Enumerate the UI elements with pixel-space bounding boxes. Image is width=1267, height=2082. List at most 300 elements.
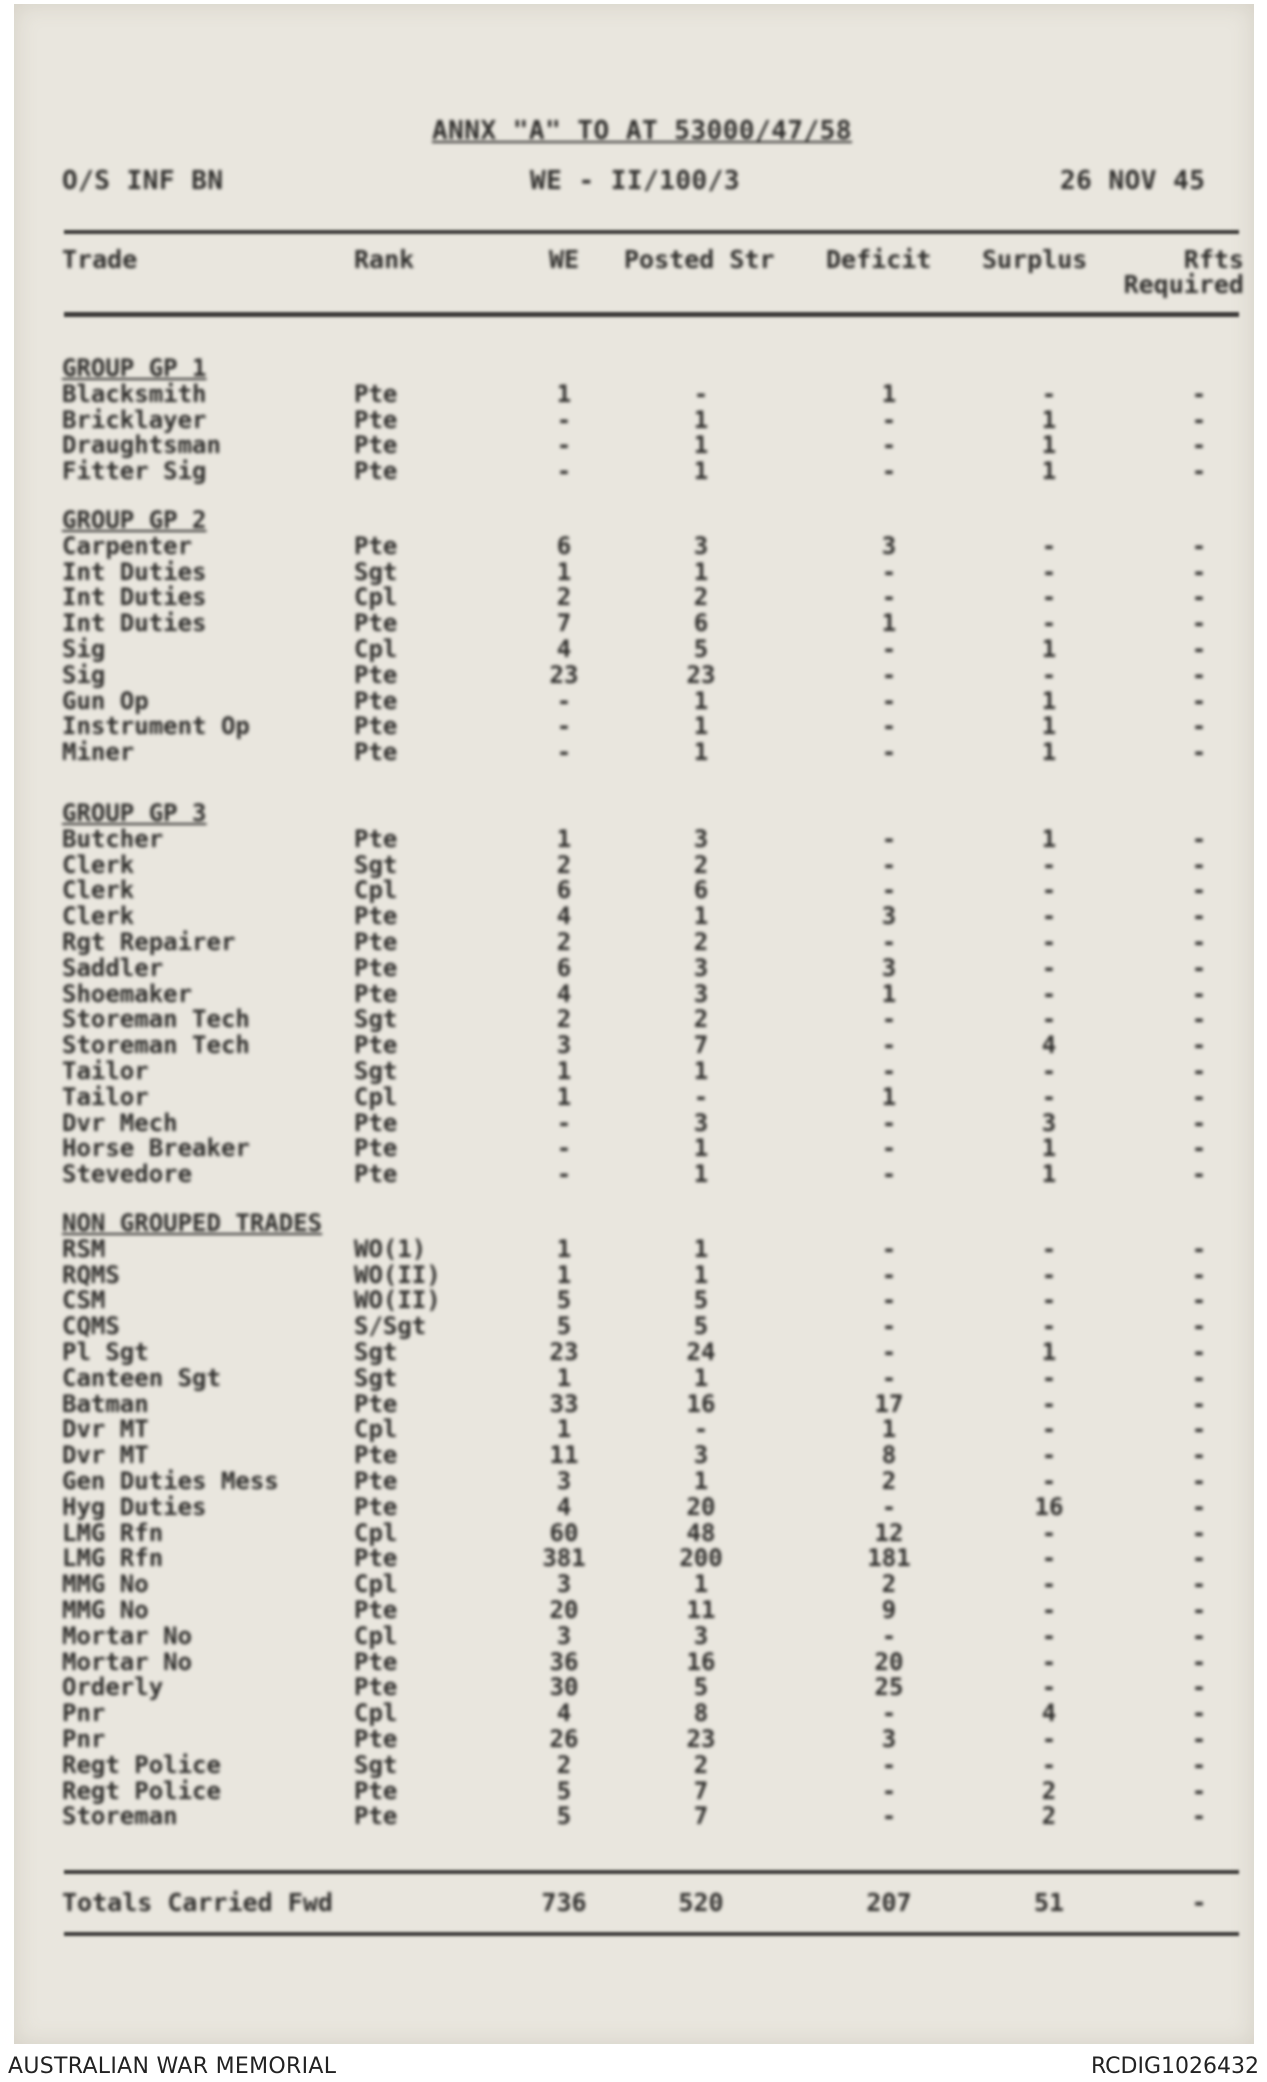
- cell-trade: Dvr MT: [62, 1415, 149, 1443]
- cell-we: 2: [556, 583, 572, 611]
- table-row: [14, 1415, 1254, 1441]
- cell-rfts: -: [1191, 1057, 1207, 1085]
- cell-surplus: -: [1041, 851, 1057, 879]
- cell-rank: Sgt: [354, 558, 398, 586]
- cell-rfts: -: [1191, 1467, 1207, 1495]
- cell-rfts: -: [1191, 1005, 1207, 1033]
- cell-rfts: -: [1191, 406, 1207, 434]
- cell-rfts: -: [1191, 825, 1207, 853]
- cell-we: 3: [556, 1622, 572, 1650]
- cell-trade: Canteen Sgt: [62, 1364, 221, 1392]
- cell-trade: Bricklayer: [62, 406, 207, 434]
- cell-posted: 200: [679, 1544, 723, 1572]
- cell-deficit: -: [881, 1005, 897, 1033]
- cell-deficit: -: [881, 738, 897, 766]
- cell-deficit: 9: [881, 1596, 897, 1624]
- cell-we: 3: [556, 1467, 572, 1495]
- cell-deficit: -: [881, 1622, 897, 1650]
- cell-we: 1: [556, 1057, 572, 1085]
- cell-posted: 5: [693, 1673, 709, 1701]
- totals-rfts: -: [1191, 1888, 1207, 1917]
- cell-trade: Pnr: [62, 1725, 106, 1753]
- cell-trade: RSM: [62, 1235, 106, 1263]
- totals-bottom-rule: [64, 1932, 1239, 1936]
- cell-deficit: 3: [881, 954, 897, 982]
- cell-rfts: -: [1191, 902, 1207, 930]
- group-heading: GROUP GP 2: [62, 506, 207, 534]
- cell-trade: Shoemaker: [62, 980, 193, 1008]
- table-row: [14, 661, 1254, 687]
- cell-surplus: 1: [1041, 635, 1057, 663]
- cell-rank: Pte: [354, 1802, 398, 1830]
- cell-deficit: -: [881, 1338, 897, 1366]
- cell-rank: Cpl: [354, 1519, 398, 1547]
- cell-deficit: 20: [874, 1648, 904, 1676]
- cell-surplus: -: [1041, 954, 1057, 982]
- cell-deficit: -: [881, 1699, 897, 1727]
- cell-rfts: -: [1191, 431, 1207, 459]
- cell-posted: 48: [686, 1519, 716, 1547]
- cell-rfts: -: [1191, 876, 1207, 904]
- cell-rank: Cpl: [354, 635, 398, 663]
- cell-we: 36: [549, 1648, 579, 1676]
- cell-deficit: -: [881, 1312, 897, 1340]
- cell-posted: 1: [693, 687, 709, 715]
- cell-surplus: -: [1041, 1312, 1057, 1340]
- cell-posted: 1: [693, 1057, 709, 1085]
- cell-trade: Butcher: [62, 825, 164, 853]
- cell-posted: 1: [693, 738, 709, 766]
- cell-posted: 2: [693, 1751, 709, 1779]
- cell-rank: Pte: [354, 1544, 398, 1572]
- cell-we: -: [556, 1109, 572, 1137]
- cell-rfts: -: [1191, 1699, 1207, 1727]
- cell-posted: 3: [693, 825, 709, 853]
- cell-we: 4: [556, 1493, 572, 1521]
- cell-surplus: 16: [1034, 1493, 1064, 1521]
- cell-rank: Pte: [354, 1441, 398, 1469]
- cell-posted: 1: [693, 712, 709, 740]
- cell-rfts: -: [1191, 1160, 1207, 1188]
- table-row: [14, 1544, 1254, 1570]
- cell-surplus: -: [1041, 532, 1057, 560]
- table-row: [14, 380, 1254, 406]
- war-establishment-ref: WE - II/100/3: [530, 166, 740, 196]
- cell-surplus: -: [1041, 1622, 1057, 1650]
- table-row: [14, 980, 1254, 1006]
- cell-we: 1: [556, 1261, 572, 1289]
- cell-posted: 20: [686, 1493, 716, 1521]
- cell-posted: 23: [686, 661, 716, 689]
- cell-posted: -: [693, 1415, 709, 1443]
- cell-surplus: -: [1041, 380, 1057, 408]
- cell-deficit: 1: [881, 380, 897, 408]
- table-row: [14, 1364, 1254, 1390]
- cell-rfts: -: [1191, 1673, 1207, 1701]
- cell-deficit: -: [881, 406, 897, 434]
- cell-surplus: 1: [1041, 1338, 1057, 1366]
- table-row: [14, 825, 1254, 851]
- cell-trade: Orderly: [62, 1673, 164, 1701]
- cell-rank: Cpl: [354, 1083, 398, 1111]
- cell-deficit: -: [881, 1109, 897, 1137]
- cell-rank: Pte: [354, 928, 398, 956]
- cell-deficit: 1: [881, 980, 897, 1008]
- cell-deficit: -: [881, 1031, 897, 1059]
- cell-we: 2: [556, 1005, 572, 1033]
- table-row: [14, 406, 1254, 432]
- table-row: [14, 431, 1254, 457]
- cell-posted: 11: [686, 1596, 716, 1624]
- cell-rfts: -: [1191, 532, 1207, 560]
- table-row: [14, 532, 1254, 558]
- table-row: [14, 1160, 1254, 1186]
- cell-posted: 1: [693, 1134, 709, 1162]
- cell-rank: Pte: [354, 457, 398, 485]
- cell-rfts: -: [1191, 1725, 1207, 1753]
- cell-deficit: -: [881, 851, 897, 879]
- cell-rfts: -: [1191, 1751, 1207, 1779]
- cell-posted: -: [693, 1083, 709, 1111]
- cell-we: 4: [556, 902, 572, 930]
- cell-we: -: [556, 431, 572, 459]
- cell-we: 381: [542, 1544, 586, 1572]
- table-row: [14, 1286, 1254, 1312]
- cell-posted: 7: [693, 1777, 709, 1805]
- cell-posted: 1: [693, 406, 709, 434]
- cell-deficit: 25: [874, 1673, 904, 1701]
- col-header-we: WE: [548, 245, 580, 274]
- cell-we: 2: [556, 928, 572, 956]
- cell-deficit: -: [881, 1777, 897, 1805]
- archive-footer: [0, 2046, 1267, 2082]
- cell-rank: WO(1): [354, 1235, 427, 1263]
- cell-rank: Pte: [354, 532, 398, 560]
- totals-top-rule: [64, 1870, 1239, 1874]
- cell-we: 1: [556, 825, 572, 853]
- cell-rank: Cpl: [354, 1622, 398, 1650]
- unit-designation: O/S INF BN: [62, 166, 224, 196]
- archive-id: RCDIG1026432: [1090, 2054, 1259, 2079]
- cell-trade: Rgt Repairer: [62, 928, 236, 956]
- cell-we: 4: [556, 980, 572, 1008]
- cell-posted: 1: [693, 1261, 709, 1289]
- cell-rank: Pte: [354, 406, 398, 434]
- cell-we: 4: [556, 635, 572, 663]
- cell-rank: Sgt: [354, 1057, 398, 1085]
- table-row: [14, 712, 1254, 738]
- cell-rfts: -: [1191, 1415, 1207, 1443]
- table-row: [14, 1235, 1254, 1261]
- cell-rfts: -: [1191, 1777, 1207, 1805]
- cell-rank: Cpl: [354, 1570, 398, 1598]
- cell-rfts: -: [1191, 1083, 1207, 1111]
- table-row: [14, 1109, 1254, 1135]
- cell-rank: S/Sgt: [354, 1312, 427, 1340]
- table-row: [14, 1725, 1254, 1751]
- cell-posted: 6: [693, 876, 709, 904]
- cell-rank: Pte: [354, 1134, 398, 1162]
- cell-we: 3: [556, 1570, 572, 1598]
- cell-posted: 2: [693, 583, 709, 611]
- table-row: [14, 1648, 1254, 1674]
- cell-deficit: -: [881, 825, 897, 853]
- cell-posted: 3: [693, 954, 709, 982]
- table-row: [14, 1467, 1254, 1493]
- cell-rfts: -: [1191, 1261, 1207, 1289]
- cell-rfts: -: [1191, 1622, 1207, 1650]
- cell-rank: Pte: [354, 1648, 398, 1676]
- cell-we: 23: [549, 661, 579, 689]
- cell-deficit: 2: [881, 1467, 897, 1495]
- col-header-trade: Trade: [62, 245, 138, 274]
- cell-surplus: -: [1041, 1415, 1057, 1443]
- table-row: [14, 954, 1254, 980]
- cell-we: 6: [556, 954, 572, 982]
- cell-we: 7: [556, 609, 572, 637]
- cell-surplus: 1: [1041, 825, 1057, 853]
- table-row: [14, 1057, 1254, 1083]
- cell-trade: Int Duties: [62, 609, 207, 637]
- cell-rfts: -: [1191, 609, 1207, 637]
- cell-rank: Pte: [354, 687, 398, 715]
- table-row: [14, 1261, 1254, 1287]
- cell-posted: 5: [693, 1312, 709, 1340]
- cell-surplus: -: [1041, 1467, 1057, 1495]
- cell-trade: Mortar No: [62, 1648, 193, 1676]
- cell-rfts: -: [1191, 687, 1207, 715]
- cell-rfts: -: [1191, 928, 1207, 956]
- group-heading: GROUP GP 1: [62, 354, 207, 382]
- cell-trade: Carpenter: [62, 532, 193, 560]
- cell-rfts: -: [1191, 1390, 1207, 1418]
- cell-rank: Pte: [354, 1160, 398, 1188]
- cell-we: 1: [556, 1415, 572, 1443]
- cell-posted: 7: [693, 1031, 709, 1059]
- cell-surplus: 1: [1041, 406, 1057, 434]
- cell-trade: Gun Op: [62, 687, 149, 715]
- cell-surplus: -: [1041, 1544, 1057, 1572]
- cell-surplus: 1: [1041, 457, 1057, 485]
- table-row: [14, 1493, 1254, 1519]
- cell-surplus: 3: [1041, 1109, 1057, 1137]
- cell-we: 6: [556, 532, 572, 560]
- cell-trade: Storeman Tech: [62, 1031, 250, 1059]
- cell-surplus: 1: [1041, 1160, 1057, 1188]
- cell-rank: WO(II): [354, 1261, 441, 1289]
- cell-surplus: -: [1041, 902, 1057, 930]
- cell-we: 2: [556, 1751, 572, 1779]
- cell-deficit: -: [881, 661, 897, 689]
- cell-surplus: -: [1041, 1057, 1057, 1085]
- cell-rank: Cpl: [354, 1415, 398, 1443]
- cell-trade: Mortar No: [62, 1622, 193, 1650]
- cell-rfts: -: [1191, 558, 1207, 586]
- cell-posted: 1: [693, 558, 709, 586]
- cell-trade: Regt Police: [62, 1751, 221, 1779]
- table-row: [14, 1338, 1254, 1364]
- cell-rfts: -: [1191, 661, 1207, 689]
- cell-trade: Pnr: [62, 1699, 106, 1727]
- cell-rank: Pte: [354, 661, 398, 689]
- cell-we: -: [556, 1134, 572, 1162]
- col-header-rank: Rank: [354, 245, 415, 274]
- document-date: 26 NOV 45: [1060, 166, 1206, 196]
- col-header-deficit: Deficit: [826, 245, 932, 274]
- cell-rfts: -: [1191, 851, 1207, 879]
- cell-rank: Pte: [354, 431, 398, 459]
- cell-deficit: -: [881, 1751, 897, 1779]
- table-row: [14, 583, 1254, 609]
- col-header-posted: Posted Str: [624, 245, 775, 274]
- cell-surplus: -: [1041, 1390, 1057, 1418]
- cell-rfts: -: [1191, 583, 1207, 611]
- cell-we: -: [556, 738, 572, 766]
- table-row: [14, 1312, 1254, 1338]
- cell-deficit: -: [881, 928, 897, 956]
- cell-trade: Miner: [62, 738, 135, 766]
- cell-surplus: -: [1041, 1083, 1057, 1111]
- cell-trade: Blacksmith: [62, 380, 207, 408]
- cell-trade: Fitter Sig: [62, 457, 207, 485]
- cell-surplus: -: [1041, 1005, 1057, 1033]
- table-row: [14, 457, 1254, 483]
- cell-deficit: 1: [881, 609, 897, 637]
- cell-deficit: -: [881, 457, 897, 485]
- cell-trade: CSM: [62, 1286, 106, 1314]
- cell-we: 33: [549, 1390, 579, 1418]
- cell-deficit: -: [881, 1134, 897, 1162]
- cell-trade: Pl Sgt: [62, 1338, 149, 1366]
- cell-rfts: -: [1191, 1596, 1207, 1624]
- cell-rfts: -: [1191, 1109, 1207, 1137]
- cell-posted: 5: [693, 1286, 709, 1314]
- cell-posted: 5: [693, 635, 709, 663]
- cell-deficit: 2: [881, 1570, 897, 1598]
- cell-surplus: -: [1041, 583, 1057, 611]
- cell-rank: Sgt: [354, 851, 398, 879]
- cell-posted: 3: [693, 532, 709, 560]
- cell-deficit: 12: [874, 1519, 904, 1547]
- cell-surplus: -: [1041, 1596, 1057, 1624]
- table-row: [14, 609, 1254, 635]
- top-rule: [64, 230, 1239, 234]
- cell-we: 5: [556, 1777, 572, 1805]
- cell-surplus: -: [1041, 1235, 1057, 1263]
- cell-deficit: -: [881, 1364, 897, 1392]
- table-row: [14, 1570, 1254, 1596]
- table-row: [14, 851, 1254, 877]
- cell-we: 6: [556, 876, 572, 904]
- cell-rank: Sgt: [354, 1005, 398, 1033]
- cell-surplus: 4: [1041, 1699, 1057, 1727]
- cell-deficit: -: [881, 431, 897, 459]
- table-row: [14, 1441, 1254, 1467]
- cell-rank: Cpl: [354, 1699, 398, 1727]
- document-sheet: [14, 4, 1254, 2044]
- cell-posted: 16: [686, 1390, 716, 1418]
- header-rule: [64, 312, 1239, 317]
- cell-trade: Clerk: [62, 851, 135, 879]
- cell-rank: Pte: [354, 902, 398, 930]
- cell-rank: Pte: [354, 1725, 398, 1753]
- group-heading: NON GROUPED TRADES: [62, 1209, 323, 1237]
- cell-trade: LMG Rfn: [62, 1544, 164, 1572]
- totals-deficit: 207: [866, 1888, 912, 1917]
- cell-posted: 1: [693, 1364, 709, 1392]
- cell-posted: 2: [693, 851, 709, 879]
- cell-rank: Pte: [354, 1031, 398, 1059]
- cell-we: 20: [549, 1596, 579, 1624]
- cell-deficit: 3: [881, 902, 897, 930]
- cell-trade: LMG Rfn: [62, 1519, 164, 1547]
- cell-rank: Pte: [354, 738, 398, 766]
- cell-deficit: -: [881, 558, 897, 586]
- cell-we: 1: [556, 1364, 572, 1392]
- cell-deficit: -: [881, 687, 897, 715]
- table-row: [14, 1083, 1254, 1109]
- cell-posted: 1: [693, 1467, 709, 1495]
- col-header-surplus: Surplus: [982, 245, 1088, 274]
- cell-we: -: [556, 457, 572, 485]
- table-row: [14, 1596, 1254, 1622]
- cell-posted: 1: [693, 1160, 709, 1188]
- cell-trade: Tailor: [62, 1057, 149, 1085]
- cell-surplus: -: [1041, 1261, 1057, 1289]
- cell-posted: 2: [693, 928, 709, 956]
- cell-surplus: -: [1041, 1673, 1057, 1701]
- totals-we: 736: [541, 1888, 587, 1917]
- cell-rfts: -: [1191, 1493, 1207, 1521]
- cell-posted: 1: [693, 902, 709, 930]
- totals-row: [14, 1888, 1254, 1917]
- cell-rank: Sgt: [354, 1751, 398, 1779]
- cell-posted: 8: [693, 1699, 709, 1727]
- cell-rank: Pte: [354, 380, 398, 408]
- cell-posted: 3: [693, 1441, 709, 1469]
- cell-posted: 6: [693, 609, 709, 637]
- cell-deficit: -: [881, 583, 897, 611]
- cell-posted: 24: [686, 1338, 716, 1366]
- cell-trade: Dvr MT: [62, 1441, 149, 1469]
- cell-rank: Sgt: [354, 1338, 398, 1366]
- cell-trade: Hyg Duties: [62, 1493, 207, 1521]
- cell-we: 1: [556, 1083, 572, 1111]
- cell-rfts: -: [1191, 1802, 1207, 1830]
- cell-deficit: 8: [881, 1441, 897, 1469]
- cell-trade: CQMS: [62, 1312, 120, 1340]
- cell-we: 5: [556, 1312, 572, 1340]
- cell-rfts: -: [1191, 712, 1207, 740]
- cell-surplus: -: [1041, 1286, 1057, 1314]
- cell-posted: 7: [693, 1802, 709, 1830]
- cell-trade: Clerk: [62, 902, 135, 930]
- table-row: [14, 1519, 1254, 1545]
- cell-trade: Tailor: [62, 1083, 149, 1111]
- cell-surplus: 2: [1041, 1802, 1057, 1830]
- cell-rank: Pte: [354, 1596, 398, 1624]
- cell-rfts: -: [1191, 1648, 1207, 1676]
- table-row: [14, 1751, 1254, 1777]
- cell-rfts: -: [1191, 1570, 1207, 1598]
- cell-surplus: 1: [1041, 687, 1057, 715]
- cell-deficit: 1: [881, 1083, 897, 1111]
- cell-rank: Sgt: [354, 1364, 398, 1392]
- cell-trade: Storeman Tech: [62, 1005, 250, 1033]
- cell-trade: Int Duties: [62, 558, 207, 586]
- cell-trade: MMG No: [62, 1570, 149, 1598]
- cell-rfts: -: [1191, 980, 1207, 1008]
